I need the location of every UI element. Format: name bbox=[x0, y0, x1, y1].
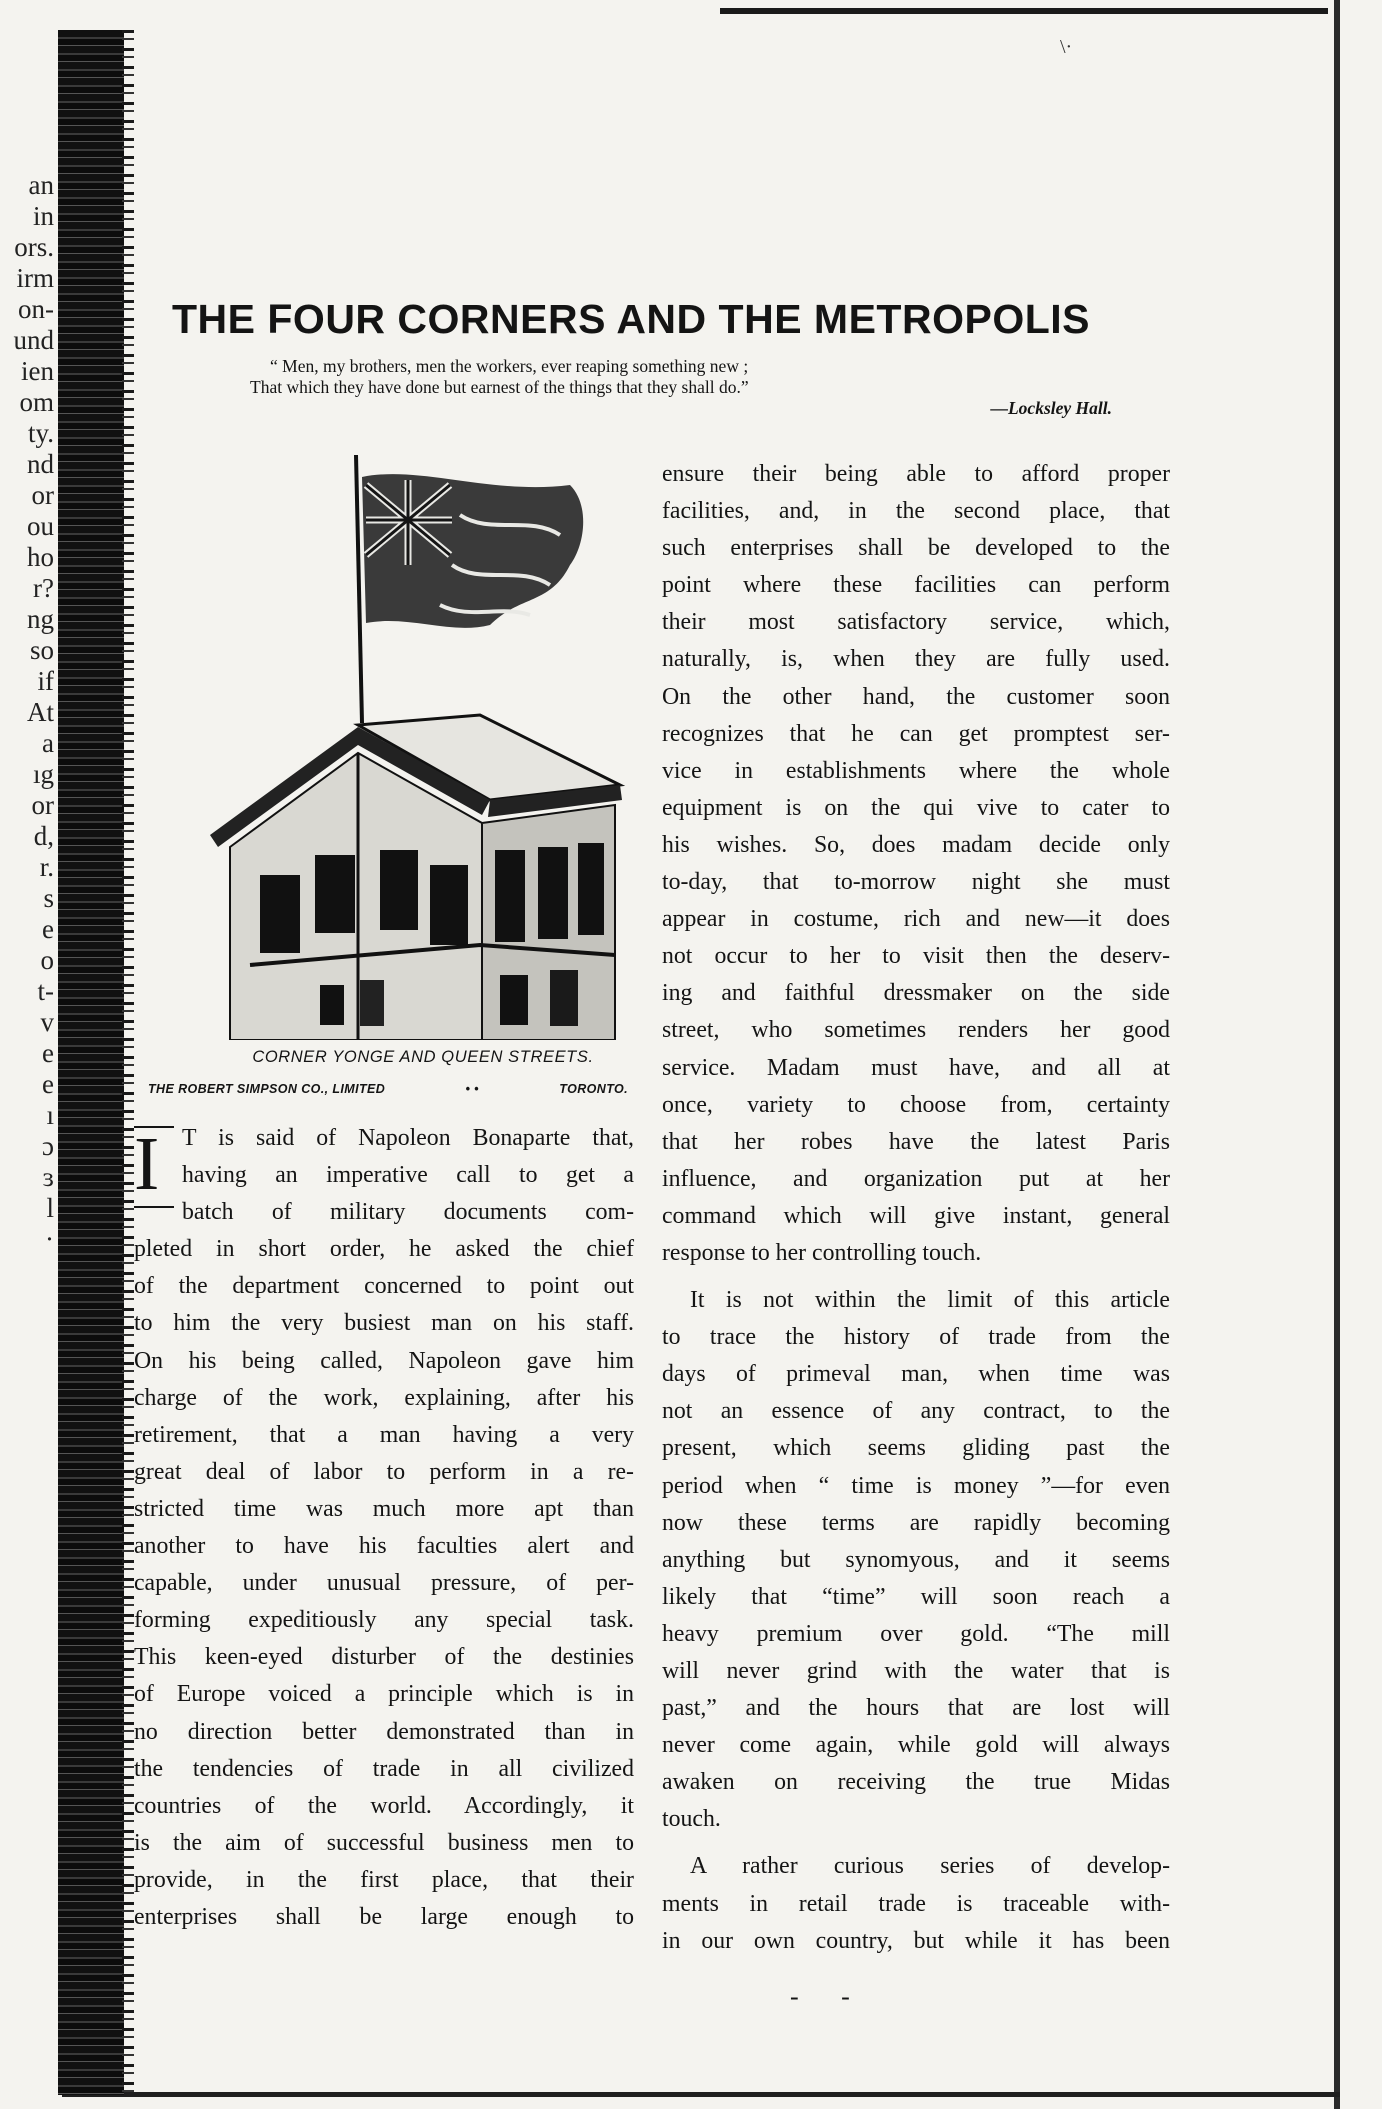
stray-mark: \· bbox=[1060, 36, 1073, 58]
text-line: forming expeditiously any special task. bbox=[134, 1607, 634, 1634]
text-line: of Europe voiced a principle which is in bbox=[134, 1681, 634, 1708]
text-line: present, which seems gliding past the bbox=[662, 1435, 1170, 1462]
text-line: is the aim of successful business men to bbox=[134, 1829, 634, 1856]
text-line: heavy premium over gold. “The mill bbox=[662, 1620, 1170, 1647]
dropcap-letter: I bbox=[134, 1126, 174, 1208]
text-line: ensure their being able to afford proper bbox=[662, 461, 1170, 487]
text-line: response to her controlling touch. bbox=[662, 1239, 982, 1266]
bleed-fragment: ty. bbox=[28, 418, 54, 448]
binding-shadow-strip bbox=[58, 30, 124, 2095]
left-column-lines bbox=[134, 1120, 634, 1936]
previous-page-bleed-text bbox=[6, 170, 54, 1255]
bleed-fragment: l bbox=[46, 1193, 54, 1223]
text-line: A rather curious series of develop- bbox=[690, 1853, 1170, 1880]
caption-separator: • • bbox=[465, 1082, 479, 1096]
bleed-fragment: ho bbox=[27, 542, 54, 572]
caption-company: THE ROBERT SIMPSON CO., LIMITED bbox=[148, 1082, 386, 1096]
left-text-column bbox=[134, 1120, 634, 1936]
text-line: ing and faithful dressmaker on the side bbox=[662, 980, 1170, 1007]
text-line: such enterprises shall be developed to the bbox=[662, 535, 1170, 562]
text-line: anything but synomyous, and it seems bbox=[662, 1546, 1170, 1573]
epigraph-line: That which they have done but earnest of the things that they shall do.” bbox=[250, 377, 749, 397]
text-line: T is said of Napoleon Bonaparte that, bbox=[182, 1125, 634, 1151]
paragraph-1 bbox=[662, 456, 1170, 1272]
text-line: their most satisfactory service, which, bbox=[662, 609, 1170, 636]
right-text-column bbox=[662, 456, 1170, 1960]
bleed-fragment: in bbox=[32, 201, 54, 231]
epigraph-attribution: —Locksley Hall. bbox=[990, 398, 1112, 418]
text-line: charge of the work, explaining, after his bbox=[134, 1384, 634, 1411]
bleed-fragment: e bbox=[42, 1038, 54, 1068]
text-line: naturally, is, when they are fully used. bbox=[662, 646, 1170, 673]
text-line: countries of the world. Accordingly, it bbox=[134, 1792, 634, 1819]
text-line: likely that “time” will soon reach a bbox=[662, 1583, 1170, 1610]
text-line: the tendencies of trade in all civilized bbox=[134, 1755, 634, 1782]
bleed-fragment: if bbox=[37, 666, 54, 696]
bleed-fragment: a bbox=[42, 728, 54, 758]
text-line: will never grind with the water that is bbox=[662, 1658, 1170, 1684]
text-line: service. Madam must have, and all at bbox=[662, 1054, 1170, 1081]
bleed-fragment: r. bbox=[39, 852, 54, 882]
page-bottom-rule bbox=[62, 2092, 1340, 2097]
text-line: On the other hand, the customer soon bbox=[662, 683, 1170, 710]
text-line: another to have his faculties alert and bbox=[134, 1533, 634, 1560]
text-line: in our own country, but while it has been bbox=[662, 1927, 1170, 1954]
bleed-fragment: on- bbox=[18, 294, 54, 324]
page-top-rule bbox=[720, 8, 1328, 14]
page-right-edge bbox=[1334, 0, 1340, 2109]
text-line: past,” and the hours that are lost will bbox=[662, 1695, 1170, 1722]
text-line: ments in retail trade is traceable with- bbox=[662, 1890, 1170, 1917]
text-line: awaken on receiving the true Midas bbox=[662, 1769, 1170, 1796]
text-line: no direction better demonstrated than in bbox=[134, 1718, 634, 1745]
text-line: facilities, and, in the second place, that bbox=[662, 498, 1170, 525]
text-line: to trace the history of trade from the bbox=[662, 1324, 1170, 1351]
caption-city: TORONTO. bbox=[559, 1082, 628, 1096]
text-line: It is not within the limit of this article bbox=[690, 1287, 1170, 1314]
epigraph-line: “ Men, my brothers, men the workers, ever reaping something new ; bbox=[270, 356, 749, 376]
text-line: having an imperative call to get a bbox=[182, 1162, 634, 1189]
text-line: great deal of labor to perform in a re- bbox=[134, 1458, 634, 1485]
bleed-fragment: v bbox=[40, 1007, 54, 1037]
bleed-fragment: o bbox=[40, 945, 54, 975]
bleed-fragment: so bbox=[29, 635, 54, 665]
bleed-fragment: s bbox=[43, 883, 54, 913]
bleed-fragment: ien bbox=[21, 356, 54, 386]
text-line: provide, in the first place, that their bbox=[134, 1866, 634, 1893]
bleed-fragment: ou bbox=[27, 511, 54, 541]
illustration-caption: CORNER YONGE AND QUEEN STREETS. bbox=[252, 1048, 594, 1066]
building-corner-flag-engraving-illustration bbox=[190, 455, 650, 1040]
bleed-fragment: · bbox=[45, 1224, 54, 1254]
bleed-fragment: ors. bbox=[14, 232, 54, 262]
bleed-fragment: d, bbox=[33, 821, 54, 851]
text-line: pleted in short order, he asked the chief bbox=[134, 1236, 634, 1263]
text-line: batch of military documents com- bbox=[182, 1199, 634, 1226]
text-line: appear in costume, rich and new—it does bbox=[662, 906, 1170, 933]
text-line: vice in establishments where the whole bbox=[662, 757, 1170, 784]
paragraph-2 bbox=[662, 1282, 1170, 1838]
bleed-fragment: or bbox=[31, 790, 54, 820]
bottom-marks: - - bbox=[790, 1982, 868, 2011]
text-line: days of primeval man, when time was bbox=[662, 1361, 1170, 1388]
bleed-fragment: an bbox=[28, 170, 54, 200]
text-line: that her robes have the latest Paris bbox=[662, 1128, 1170, 1155]
text-line: touch. bbox=[662, 1806, 721, 1833]
text-line: stricted time was much more apt than bbox=[134, 1495, 634, 1522]
bleed-fragment: ı bbox=[46, 1100, 54, 1130]
text-line: not occur to her to visit then the deserv- bbox=[662, 943, 1170, 970]
text-line: On his being called, Napoleon gave him bbox=[134, 1347, 634, 1374]
text-line: This keen-eyed disturber of the destinies bbox=[134, 1644, 634, 1671]
paragraph-3 bbox=[662, 1848, 1170, 1959]
text-line: period when “ time is money ”—for even bbox=[662, 1472, 1170, 1499]
bleed-fragment: irm bbox=[16, 263, 54, 293]
text-line: once, variety to choose from, certainty bbox=[662, 1091, 1170, 1118]
bleed-fragment: e bbox=[42, 914, 54, 944]
text-line: not an essence of any contract, to the bbox=[662, 1398, 1170, 1425]
bleed-fragment: ng bbox=[27, 604, 54, 634]
bleed-fragment: or bbox=[31, 480, 54, 510]
bleed-fragment: ıg bbox=[32, 759, 54, 789]
illustration-credit bbox=[148, 1082, 628, 1096]
text-line: influence, and organization put at her bbox=[662, 1165, 1170, 1192]
bleed-fragment: ɔ bbox=[42, 1131, 54, 1161]
text-line: to him the very busiest man on his staff. bbox=[134, 1310, 634, 1337]
page-title: THE FOUR CORNERS AND THE METROPOLIS bbox=[172, 296, 1090, 342]
text-line: recognizes that he can get promptest ser- bbox=[662, 720, 1170, 747]
text-line: command which will give instant, general bbox=[662, 1202, 1170, 1229]
text-line: now these terms are rapidly becoming bbox=[662, 1509, 1170, 1536]
text-line: never come again, while gold will always bbox=[662, 1732, 1170, 1759]
text-line: to-day, that to-morrow night she must bbox=[662, 869, 1170, 896]
text-line: retirement, that a man having a very bbox=[134, 1421, 634, 1448]
bleed-fragment: om bbox=[19, 387, 54, 417]
text-line: street, who sometimes renders her good bbox=[662, 1017, 1170, 1044]
bleed-fragment: r? bbox=[33, 573, 54, 603]
text-line: of the department concerned to point out bbox=[134, 1273, 634, 1300]
dropcap-paragraph bbox=[134, 1120, 634, 1936]
epigraph bbox=[250, 356, 1130, 419]
bleed-fragment: At bbox=[27, 697, 54, 727]
text-line: enterprises shall be large enough to bbox=[134, 1903, 634, 1930]
bleed-fragment: nd bbox=[27, 449, 54, 479]
bleed-fragment: ɜ bbox=[42, 1162, 54, 1192]
text-line: capable, under unusual pressure, of per- bbox=[134, 1570, 634, 1597]
text-line: point where these facilities can perform bbox=[662, 572, 1170, 599]
bleed-fragment: e bbox=[42, 1069, 54, 1099]
bleed-fragment: und bbox=[13, 325, 54, 355]
text-line: equipment is on the qui vive to cater to bbox=[662, 794, 1170, 821]
text-line: his wishes. So, does madam decide only bbox=[662, 831, 1170, 858]
bleed-fragment: t- bbox=[37, 976, 54, 1006]
